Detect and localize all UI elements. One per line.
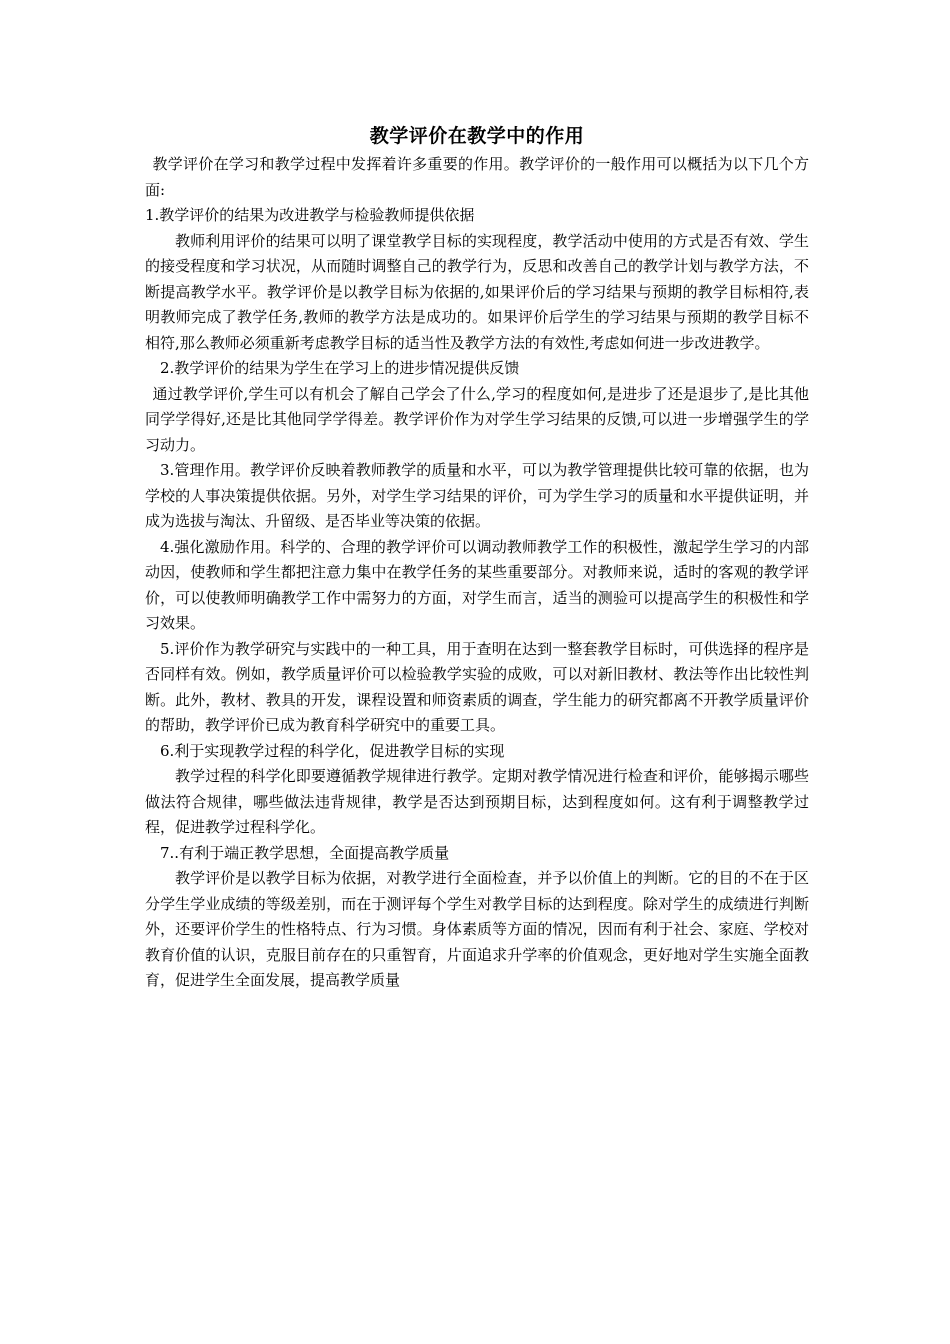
section-heading-6: 6.利于实现教学过程的科学化，促进教学目标的实现 — [160, 741, 505, 760]
section-heading-1: 1.教学评价的结果为改进教学与检验教师提供依据 — [145, 206, 475, 224]
body-paragraph-2: 通过教学评价,学生可以有机会了解自己学会了什么,学习的程度如何,是进步了还是退步了,是比其他同学学得好,还是比其他同学学得差。教学评价作为对学生学习结果的反馈,可以进一步增强学生的学习动力。 — [145, 384, 809, 454]
document-page — [145, 120, 809, 994]
document-title: 教学评价在教学中的作用 — [369, 125, 585, 147]
body-paragraph-6: 教学过程的科学化即要遵循教学规律进行教学。定期对教学情况进行检查和评价，能够揭示哪些做法符合规律，哪些做法违背规律，教学是否达到预期目标，达到程度如何。这有利于调整教学过程，促进教学过程科学化。 — [145, 767, 809, 836]
body-paragraph-4: 4.强化激励作用。科学的、合理的教学评价可以调动教师教学工作的积极性，激起学生学习的内部动因，使教师和学生都把注意力集中在教学任务的某些重要部分。对教师来说，适时的客观的教学评价，可以使教师明确教学工作中需努力的方面，对学生而言，适当的测验可以提高学生的积极性和学习效果。 — [145, 537, 809, 632]
body-paragraph-5: 5.评价作为教学研究与实践中的一种工具，用于查明在达到一整套教学目标时，可供选择的程序是否同样有效。例如，教学质量评价可以检验教学实验的成败，可以对新旧教材、教法等作出比较性判断。此外，教材、教具的开发，课程设置和师资素质的调查，学生能力的研究都离不开教学质量评价的帮助，教学评价已成为教育科学研究中的重要工具。 — [145, 639, 809, 734]
body-paragraph-7: 教学评价是以教学目标为依据，对教学进行全面检查，并予以价值上的判断。它的目的不在于区分学生学业成绩的等级差别，而在于测评每个学生对教学目标的达到程度。除对学生的成绩进行判断外，还要评价学生的性格特点、行为习惯。身体素质等方面的情况，因而有利于社会、家庭、学校对教育价值的认识，克服目前存在的只重智育，片面追求升学率的价值观念，更好地对学生实施全面教育，促进学生全面发展，提高教学质量 — [145, 869, 809, 989]
intro-paragraph: 教学评价在学习和教学过程中发挥着许多重要的作用。教学评价的一般作用可以概括为以下几个方面: — [145, 155, 809, 199]
body-paragraph-3: 3.管理作用。教学评价反映着教师教学的质量和水平，可以为教学管理提供比较可靠的依据，也为学校的人事决策提供依据。另外，对学生学习结果的评价，可为学生学习的质量和水平提供证明，并成为选拔与淘汰、升留级、是否毕业等决策的依据。 — [145, 461, 809, 530]
body-paragraph-1: 教师利用评价的结果可以明了课堂教学目标的实现程度，教学活动中使用的方式是否有效、学生的接受程度和学习状况，从而随时调整自己的教学行为，反思和改善自己的教学计划与教学方法，不断提高教学水平。教学评价是以教学目标为依据的,如果评价后的学习结果与预期的教学目标相符,表明教师完成了教学任务,教师的教学方法是成功的。如果评价后学生的学习结果与预期的教学目标不相符,那么教师必须重新考虑教学目标的适当性及教学方法的有效性,考虑如何进一步改进教学。 — [145, 231, 809, 352]
section-heading-7: 7..有利于端正教学思想，全面提高教学质量 — [160, 843, 450, 862]
section-heading-2: 2.教学评价的结果为学生在学习上的进步情况提供反馈 — [160, 359, 520, 377]
